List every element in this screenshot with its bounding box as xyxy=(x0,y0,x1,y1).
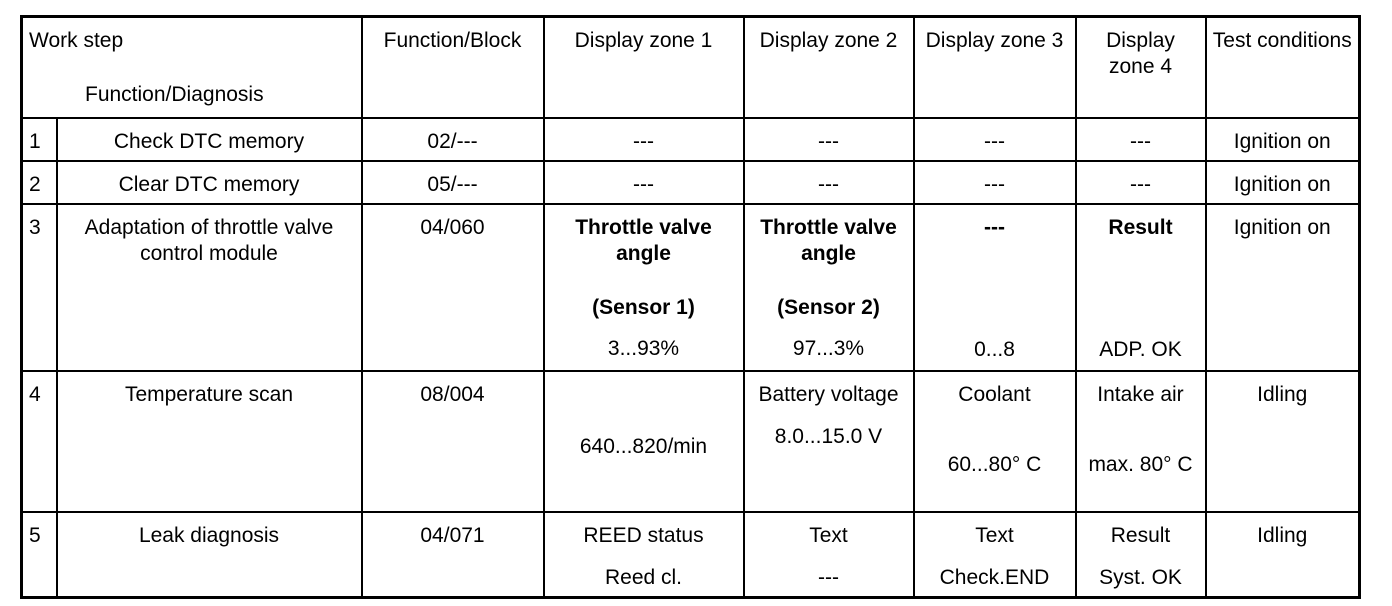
zone-title: --- xyxy=(984,215,1005,239)
row-zone-2: --- xyxy=(744,161,914,204)
row-test-condition: Ignition on xyxy=(1206,118,1360,161)
row-number: 1 xyxy=(22,118,57,161)
table-row xyxy=(22,512,1360,598)
zone-title: Text xyxy=(809,523,848,547)
zone-value: ADP. OK xyxy=(1099,337,1182,361)
row-zone-3 xyxy=(914,204,1076,371)
row-zone-1 xyxy=(544,512,744,598)
row-zone-1 xyxy=(544,371,744,512)
zone-title: Coolant xyxy=(958,382,1031,406)
table-row xyxy=(22,118,1360,161)
zone-value: 8.0...15.0 V xyxy=(774,424,883,448)
row-step: Temperature scan xyxy=(57,371,362,512)
header-test-conditions: Test conditions xyxy=(1206,17,1360,118)
zone-value: 60...80° C xyxy=(947,452,1042,476)
row-number: 2 xyxy=(22,161,57,204)
zone-value: Syst. OK xyxy=(1099,565,1182,589)
header-work-step-label: Work step xyxy=(29,29,124,52)
row-test-condition: Ignition on xyxy=(1206,161,1360,204)
zone-value: Reed cl. xyxy=(604,565,683,589)
row-test-condition: Idling xyxy=(1206,371,1360,512)
row-function-block: 02/--- xyxy=(362,118,544,161)
row-number: 3 xyxy=(22,204,57,371)
row-zone-3: --- xyxy=(914,161,1076,204)
row-zone-1: --- xyxy=(544,118,744,161)
row-number: 4 xyxy=(22,371,57,512)
row-zone-4 xyxy=(1076,371,1206,512)
header-display-zone-4: Display zone 4 xyxy=(1076,17,1206,118)
row-number: 5 xyxy=(22,512,57,598)
zone-title: Result xyxy=(1108,215,1173,239)
zone-subtitle: (Sensor 2) xyxy=(777,295,880,319)
zone-subtitle: (Sensor 1) xyxy=(592,295,695,319)
row-function-block: 05/--- xyxy=(362,161,544,204)
row-function-block: 04/060 xyxy=(362,204,544,371)
table-row xyxy=(22,371,1360,512)
row-zone-3 xyxy=(914,512,1076,598)
zone-title: REED status xyxy=(583,523,704,547)
row-zone-3: --- xyxy=(914,118,1076,161)
row-zone-4 xyxy=(1076,512,1206,598)
zone-value: 0...8 xyxy=(974,337,1015,361)
header-function-diagnosis-label: Function/Diagnosis xyxy=(85,83,264,106)
zone-title: Battery voltage xyxy=(758,382,899,406)
zone-value: 640...820/min xyxy=(579,434,708,458)
table-row xyxy=(22,204,1360,371)
row-test-condition: Idling xyxy=(1206,512,1360,598)
zone-title: Throttle valve angle xyxy=(760,215,897,265)
zone-value: max. 80° C xyxy=(1088,452,1193,476)
zone-value: Check.END xyxy=(939,565,1050,589)
zone-title: Text xyxy=(975,523,1014,547)
row-step: Adaptation of throttle valve control module xyxy=(57,204,362,371)
header-row xyxy=(22,17,1360,118)
header-display-zone-3: Display zone 3 xyxy=(914,17,1076,118)
row-function-block: 04/071 xyxy=(362,512,544,598)
row-function-block: 08/004 xyxy=(362,371,544,512)
zone-value: --- xyxy=(818,565,839,589)
header-work-step xyxy=(22,17,362,118)
zone-title: Throttle valve angle xyxy=(575,215,712,265)
row-zone-2: --- xyxy=(744,118,914,161)
row-zone-2 xyxy=(744,512,914,598)
row-zone-1 xyxy=(544,204,744,371)
table-row xyxy=(22,161,1360,204)
zone-value: 97...3% xyxy=(792,336,865,360)
row-zone-2 xyxy=(744,204,914,371)
zone-value: 3...93% xyxy=(607,336,680,360)
row-step: Leak diagnosis xyxy=(57,512,362,598)
row-zone-4 xyxy=(1076,204,1206,371)
zone-title: Intake air xyxy=(1097,382,1184,406)
row-zone-4: --- xyxy=(1076,161,1206,204)
header-function-block: Function/Block xyxy=(362,17,544,118)
row-zone-2 xyxy=(744,371,914,512)
row-test-condition: Ignition on xyxy=(1206,204,1360,371)
diagnosis-table xyxy=(20,15,1361,599)
header-display-zone-2: Display zone 2 xyxy=(744,17,914,118)
header-display-zone-1: Display zone 1 xyxy=(544,17,744,118)
row-zone-3 xyxy=(914,371,1076,512)
zone-title: Result xyxy=(1110,523,1171,547)
row-step: Check DTC memory xyxy=(57,118,362,161)
row-step: Clear DTC memory xyxy=(57,161,362,204)
row-zone-4: --- xyxy=(1076,118,1206,161)
row-zone-1: --- xyxy=(544,161,744,204)
